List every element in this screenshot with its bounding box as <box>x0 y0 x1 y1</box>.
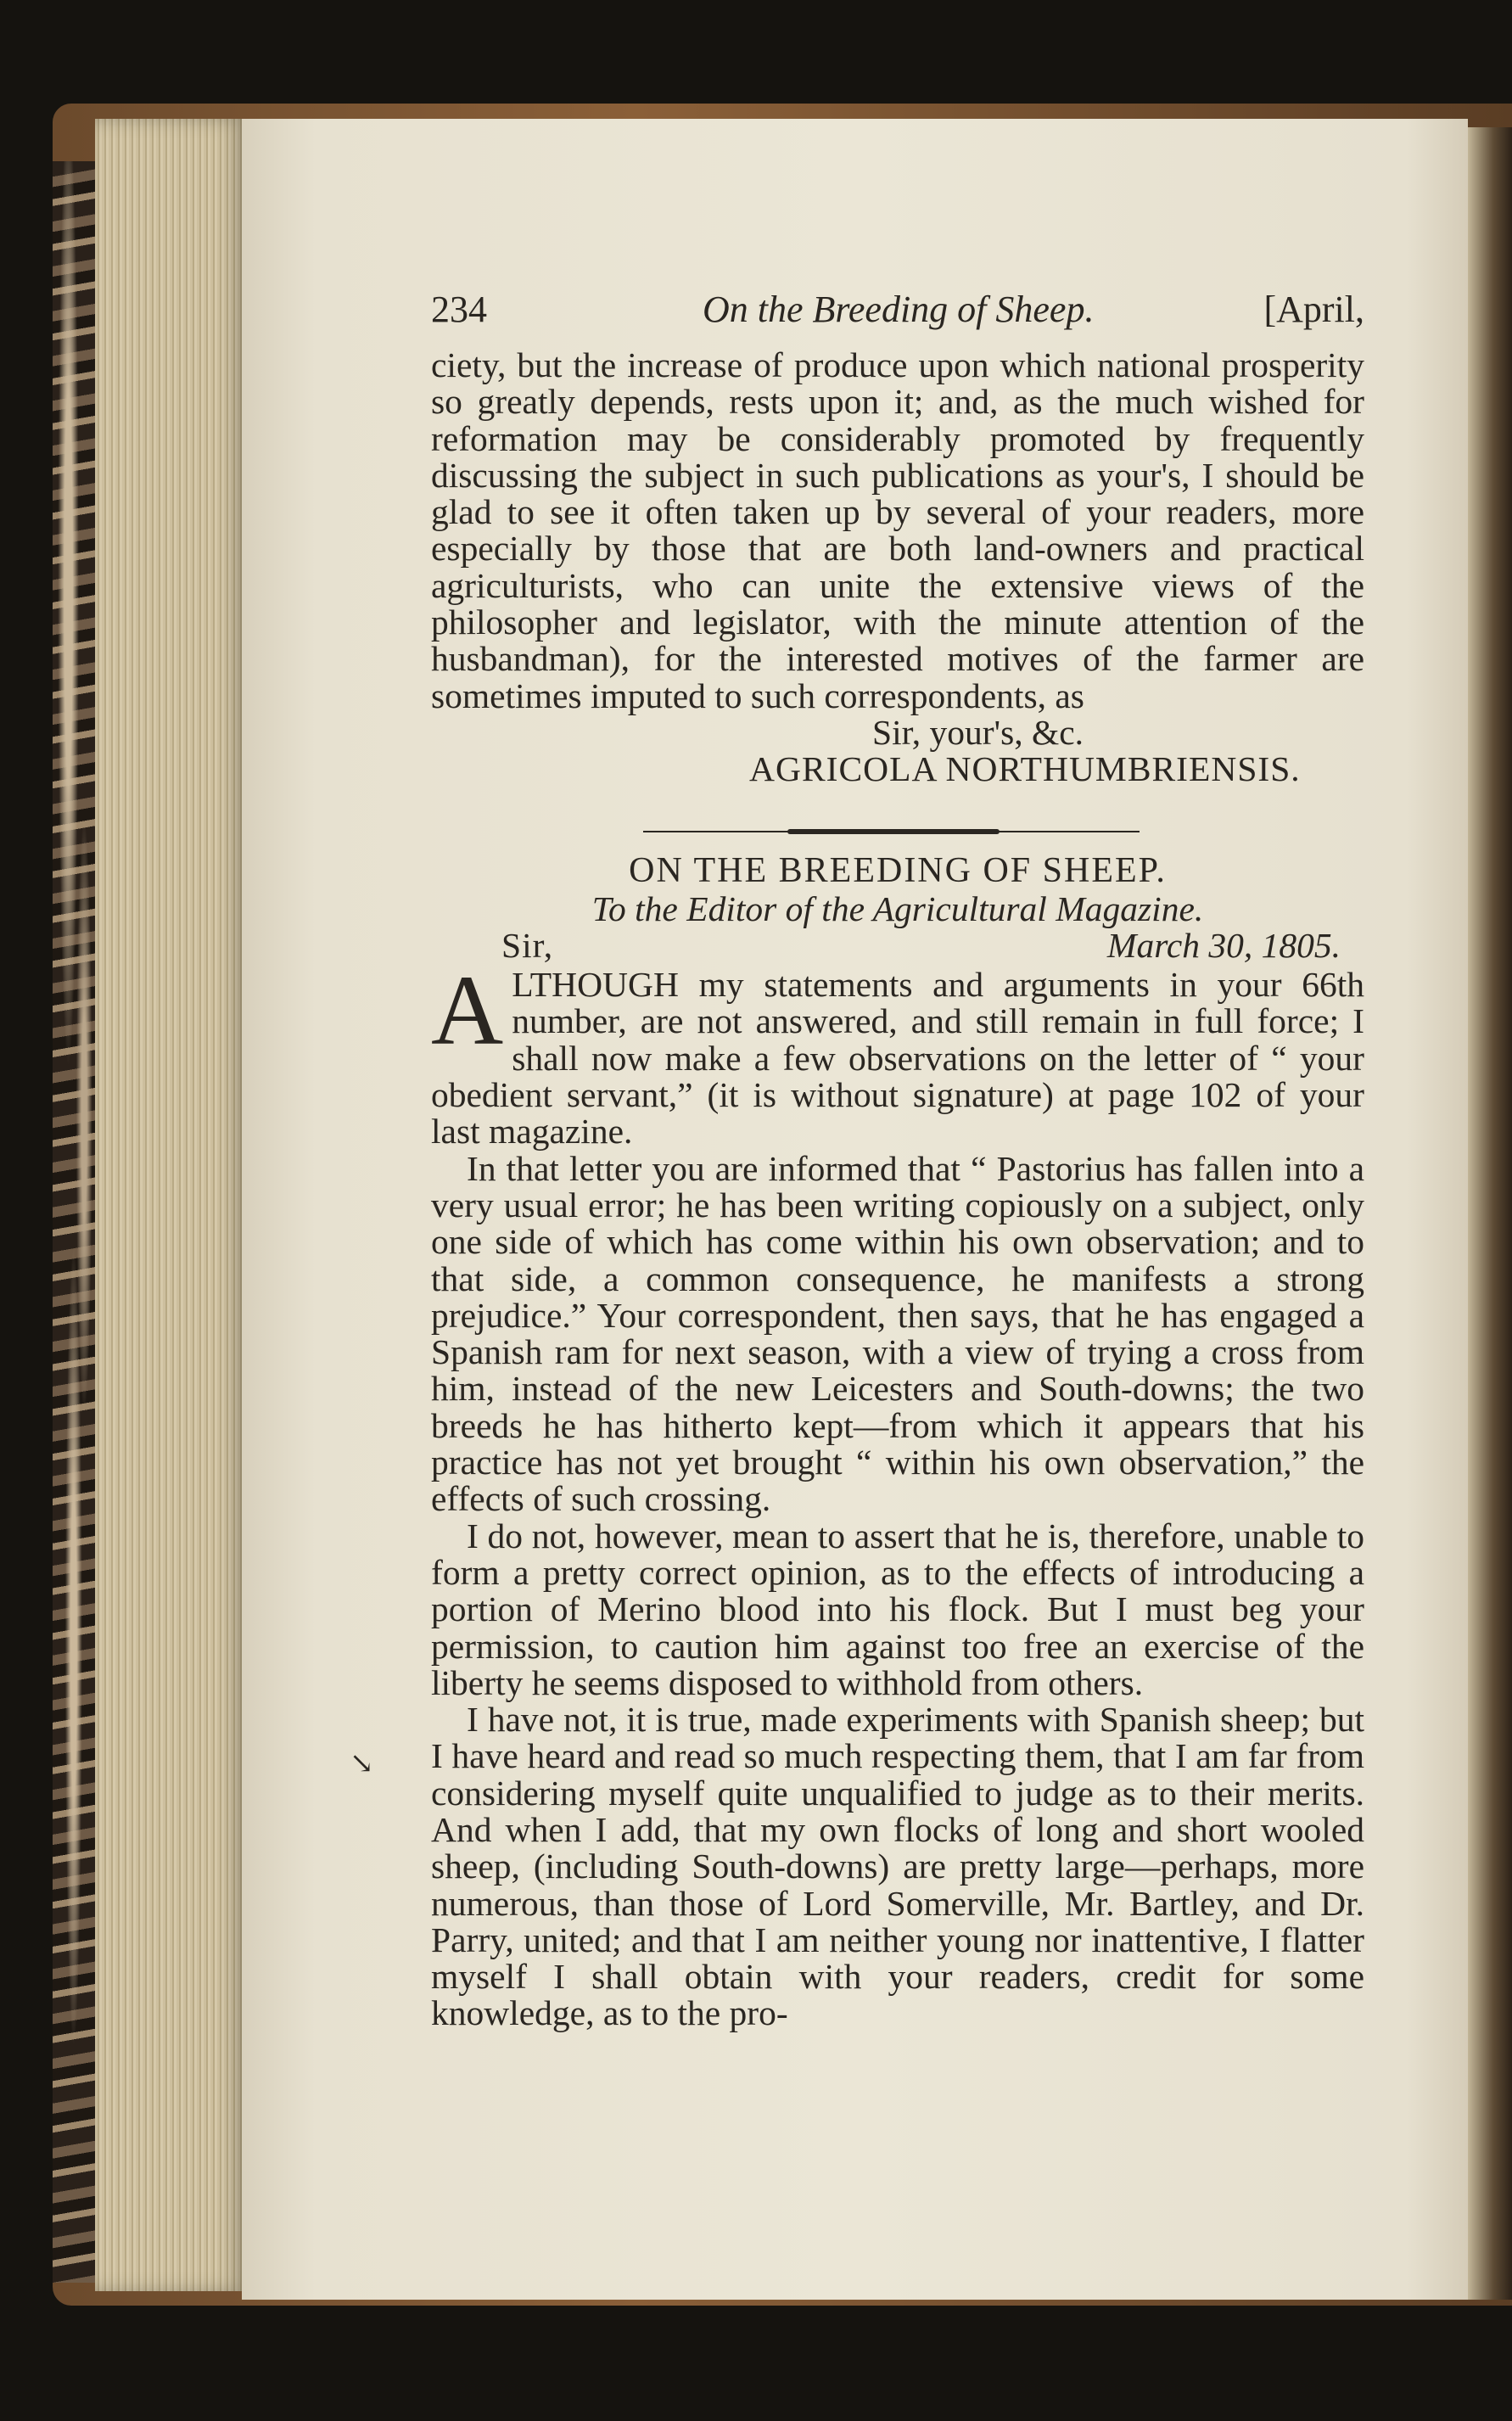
running-title: On the Breeding of Sheep. <box>703 289 1095 330</box>
continuation-paragraph: ciety, but the increase of produce upon which national prosperity so greatly depends, rests upon it; and, as the much wished for reformation may be considerably promoted by frequently discussing the subject in such publications as your's, I should be glad to see it often taken up by several of your readers, more especially by those that are both land-owners and practical agriculturists, who can unite the extensive views of the philosopher and legislator, with the minute attention of the husbandman), for the interested motives of the farmer are sometimes imputed to such correspondents, as <box>431 345 1364 715</box>
signature: AGRICOLA NORTHUMBRIENSIS. <box>749 749 1301 789</box>
paragraph-1-text: LTHOUGH my statements and arguments in your 66th number, are not answered, and still remain in full force; I shall now make a few observations on the letter of “ your obedient servant,” (it is without signature) at page 102 of your last magazine. <box>431 965 1364 1152</box>
page-edges <box>95 119 248 2291</box>
paragraph-2: In that letter you are informed that “ Pastorius has fallen into a very usual error; he has been writing copiously on a subject, only one side of which has come within his own observation; and to that side, a common consequence, he manifests a strong prejudice.” Your correspondent, then says, that he has engaged a Spanish ram for next season, with a view of trying a cross from him, instead of the new Leicesters and South-downs; the two breeds he has hitherto kept—from which it appears that his practice has not yet brought “ within his own observation,” the effects of such crossing. <box>431 1148 1364 1519</box>
article-body <box>431 955 1364 2033</box>
salutation-line <box>431 927 1364 967</box>
section-label: [April, <box>1263 289 1364 330</box>
article-title: ON THE BREEDING OF SHEEP. <box>629 850 1167 890</box>
page-content <box>431 291 1364 2032</box>
next-page-edge <box>1466 127 1512 2300</box>
editor-address: To the Editor of the Agricultural Magazine. <box>591 888 1204 928</box>
paragraph-3: I do not, however, mean to assert that he is, therefore, unable to form a pretty correct opinion, as to the effects of introducing a portion of Merino blood into his flock. But I must beg your permission, to caution him against too free an exercise of the liberty he seems disposed to withhold from others. <box>431 1516 1364 1702</box>
letter-signature-block <box>431 712 1364 789</box>
section-divider <box>643 829 1140 834</box>
letter-date: March 30, 1805. <box>1106 926 1341 966</box>
drop-cap: A <box>431 955 504 1067</box>
salutation: Sir, <box>501 926 554 966</box>
running-header <box>431 291 1364 347</box>
paragraph-4: I have not, it is true, made experiments with Spanish sheep; but I have heard and read so much respecting them, that I am far from considering myself quite unqualified to judge as to their merits. And when I add, that my own flocks of long and short wooled sheep, (including South-downs) are pretty large—perhaps, more numerous, than those of Lord Somerville, Mr. Bartley, and Dr. Parry, united; and that I am neither young nor inattentive, I flatter myself I shall obtain with your readers, credit for some knowledge, as to the pro- <box>431 1700 1364 2033</box>
paragraph-1 <box>431 955 1364 1152</box>
page-number: 234 <box>431 289 487 330</box>
margin-mark-icon: ↘ <box>350 1748 374 1779</box>
closing-line: Sir, your's, &c. <box>872 712 1084 752</box>
continued-letter <box>431 347 1364 715</box>
